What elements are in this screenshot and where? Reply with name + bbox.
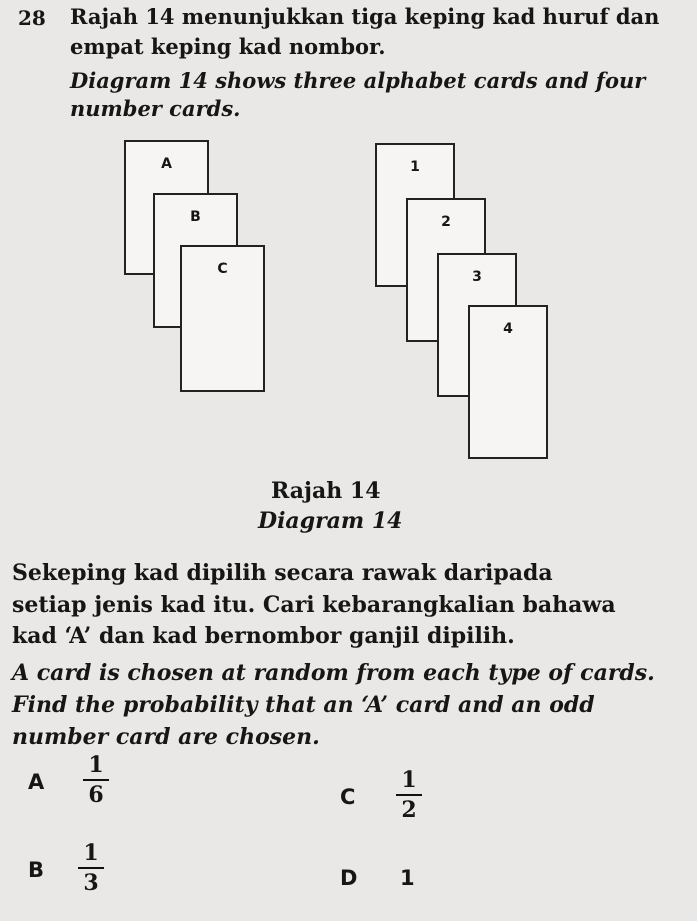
option-b-fraction: [78, 840, 104, 896]
option-c-fraction: [396, 767, 422, 823]
option-b-letter: B: [28, 858, 45, 882]
option-a-denominator: 6: [88, 782, 104, 808]
instruction-malay-line-2: setiap jenis kad itu. Cari kebarangkalian bahawa: [12, 592, 616, 618]
option-a-numerator: 1: [88, 752, 104, 778]
alphabet-card-c: [180, 245, 265, 392]
option-b-denominator: 3: [83, 870, 99, 896]
question-english-line-2: number cards.: [70, 96, 241, 121]
alphabet-card-a-label: A: [161, 156, 172, 172]
diagram-caption-malay: Rajah 14: [271, 478, 381, 504]
number-card-4-label: 4: [503, 321, 513, 337]
option-c-denominator: 2: [401, 797, 417, 823]
instruction-malay-line-1: Sekeping kad dipilih secara rawak daripada: [12, 560, 553, 586]
option-d-letter: D: [340, 866, 358, 890]
diagram-caption-english: Diagram 14: [258, 508, 403, 534]
number-card-3-label: 3: [472, 269, 482, 285]
instruction-malay-line-3: kad ‘A’ dan kad bernombor ganjil dipilih.: [12, 623, 515, 649]
question-english-line-1: Diagram 14 shows three alphabet cards and four: [70, 68, 646, 93]
option-a-letter: A: [28, 770, 45, 794]
question-malay-line-1: Rajah 14 menunjukkan tiga keping kad huruf dan: [70, 4, 660, 29]
alphabet-card-b-label: B: [190, 209, 201, 225]
question-number: 28: [18, 6, 46, 30]
number-card-4: [468, 305, 548, 459]
number-card-1-label: 1: [410, 159, 420, 175]
option-b-numerator: 1: [83, 840, 99, 866]
instruction-english-line-1: A card is chosen at random from each type of cards.: [12, 660, 655, 686]
question-malay-line-2: empat keping kad nombor.: [70, 34, 386, 59]
option-a-fraction: [83, 752, 109, 808]
number-card-2-label: 2: [441, 214, 451, 230]
fraction-bar: [396, 794, 422, 796]
option-c-numerator: 1: [401, 767, 417, 793]
fraction-bar: [83, 779, 109, 781]
alphabet-card-c-label: C: [217, 261, 228, 277]
fraction-bar: [78, 867, 104, 869]
instruction-english-line-3: number card are chosen.: [12, 724, 320, 750]
option-c-letter: C: [340, 785, 356, 809]
option-d-value: 1: [400, 866, 415, 890]
instruction-english-line-2: Find the probability that an ‘A’ card and an odd: [12, 692, 595, 718]
